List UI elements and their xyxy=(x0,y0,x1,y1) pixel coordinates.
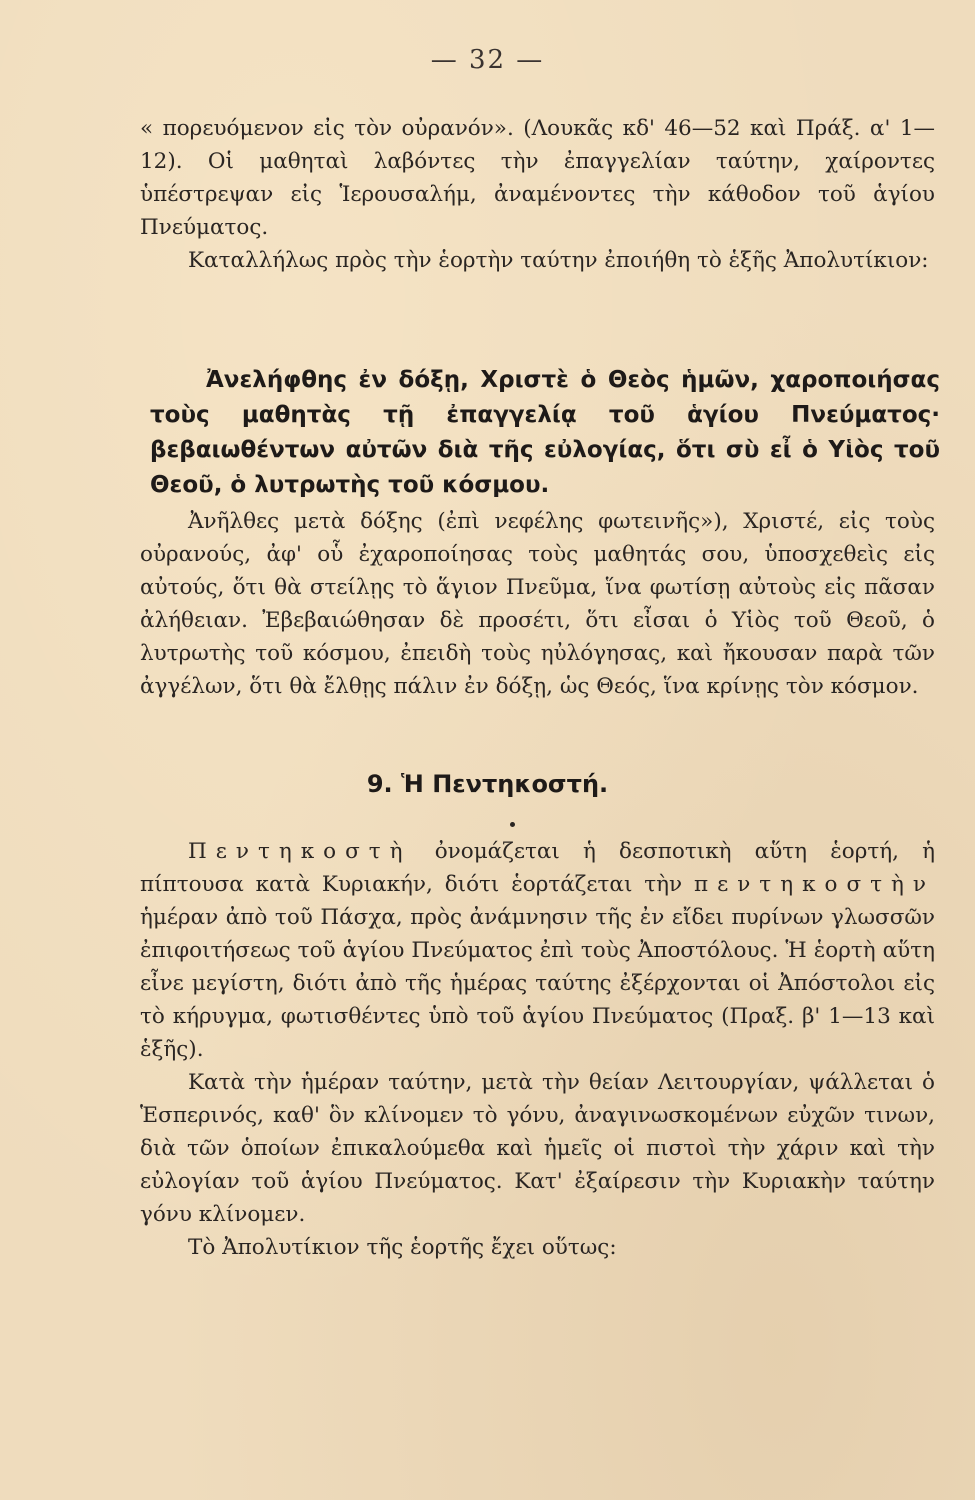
pentecost-block xyxy=(140,835,935,1264)
pentecost-paragraph-1 xyxy=(140,835,935,1066)
pentecost-word-spaced: Πεντηκοστὴ xyxy=(188,839,412,864)
apolytikion-hymn: Ἀνελήφθης ἐν δόξῃ, Χριστὲ ὁ Θεὸς ἡμῶν, χαροποιήσας τοὺς μαθητὰς τῇ ἐπαγγελίᾳ τοῦ ἁγίου Πνεύματος· βεβαιωθέντων αὐτῶν διὰ τῆς εὐλογίας, ὅτι σὺ εἶ ὁ Υἱὸς τοῦ Θεοῦ, ὁ λυτρωτὴς τοῦ κόσμου. xyxy=(150,367,940,498)
paraphrase-block xyxy=(140,505,935,703)
intro-paragraph: « πορευόμενον εἰς τὸν οὐρανόν». (Λουκᾶς κδ' 46—52 καὶ Πράξ. α' 1—12). Οἱ μαθηταὶ λαβόντες τὴν ἐπαγγελίαν ταύτην, χαίροντες ὑπέστρεψαν εἰς Ἱερουσαλήμ, ἀναμένοντες τὴν κάθοδον τοῦ ἁγίου Πνεύματος. xyxy=(140,116,935,240)
pentecost-text-part-2: ἡμέραν ἀπὸ τοῦ Πάσχα, πρὸς ἀνάμνησιν τῆς ἐν εἴδει πυρίνων γλωσσῶν ἐπιφοιτήσεως τοῦ ἁγίου Πνεύματος ἐπὶ τοὺς Ἀποστόλους. Ἡ ἑορτὴ αὕτη εἶνε μεγίστη, διότι ἀπὸ τῆς ἡμέρας ταύτης ἐξέρχονται οἱ Ἀπόστολοι εἰς τὸ κήρυγμα, φωτισθέντες ὑπὸ τοῦ ἁγίου Πνεύματος (Πραξ. β' 1—13 καὶ ἑξῆς). xyxy=(140,905,935,1062)
pentecost-paragraph-3: Τὸ Ἀπολυτίκιον τῆς ἑορτῆς ἔχει οὕτως: xyxy=(188,1235,617,1260)
intro-block xyxy=(140,112,935,277)
intro-apolytikion-lead: Καταλλήλως πρὸς τὴν ἑορτὴν ταύτην ἐποιήθη τὸ ἑξῆς Ἀπολυτίκιον: xyxy=(188,248,929,273)
ink-dot xyxy=(510,822,515,827)
pentecost-text-part: ὀνομάζεται ἡ δεσποτικὴ αὕτη ἑορτή, ἡ πίπτουσα κατὰ Κυριακήν, διότι ἑορτάζεται τὴν xyxy=(140,839,935,897)
page-number: — 32 — xyxy=(430,45,545,75)
pentecost-word-spaced-2: πεντηκοστὴν xyxy=(693,872,935,897)
section-heading: 9. Ἡ Πεντηκοστή. xyxy=(366,770,609,798)
paraphrase-paragraph: Ἀνῆλθες μετὰ δόξης (ἐπὶ νεφέλης φωτεινῆς»), Χριστέ, εἰς τοὺς οὐρανούς, ἀφ' οὗ ἐχαροποίησας τοὺς μαθητάς σου, ὑποσχεθεὶς εἰς αὐτούς, ὅτι θὰ στείλῃς τὸ ἅγιον Πνεῦμα, ἵνα φωτίσῃ αὐτοὺς εἰς πᾶσαν ἀλήθειαν. Ἐβεβαιώθησαν δὲ προσέτι, ὅτι εἶσαι ὁ Υἱὸς τοῦ Θεοῦ, ὁ λυτρωτὴς τοῦ κόσμου, ἐπειδὴ τοὺς ηὐλόγησας, καὶ ἤκουσαν παρὰ τῶν ἀγγέλων, ὅτι θὰ ἔλθῃς πάλιν ἐν δόξῃ, ὡς Θεός, ἵνα κρίνῃς τὸν κόσμον. xyxy=(140,509,935,699)
pentecost-paragraph-2: Κατὰ τὴν ἡμέραν ταύτην, μετὰ τὴν θείαν Λειτουργίαν, ψάλλεται ὁ Ἑσπερινός, καθ' ὃν κλίνομεν τὸ γόνυ, ἀναγινωσκομένων εὐχῶν τινων, διὰ τῶν ὁποίων ἐπικαλούμεθα καὶ ἡμεῖς οἱ πιστοὶ τὴν χάριν καὶ τὴν εὐλογίαν τοῦ ἁγίου Πνεύματος. Κατ' ἐξαίρεσιν τὴν Κυριακὴν ταύτην γόνυ κλίνομεν. xyxy=(140,1070,935,1227)
